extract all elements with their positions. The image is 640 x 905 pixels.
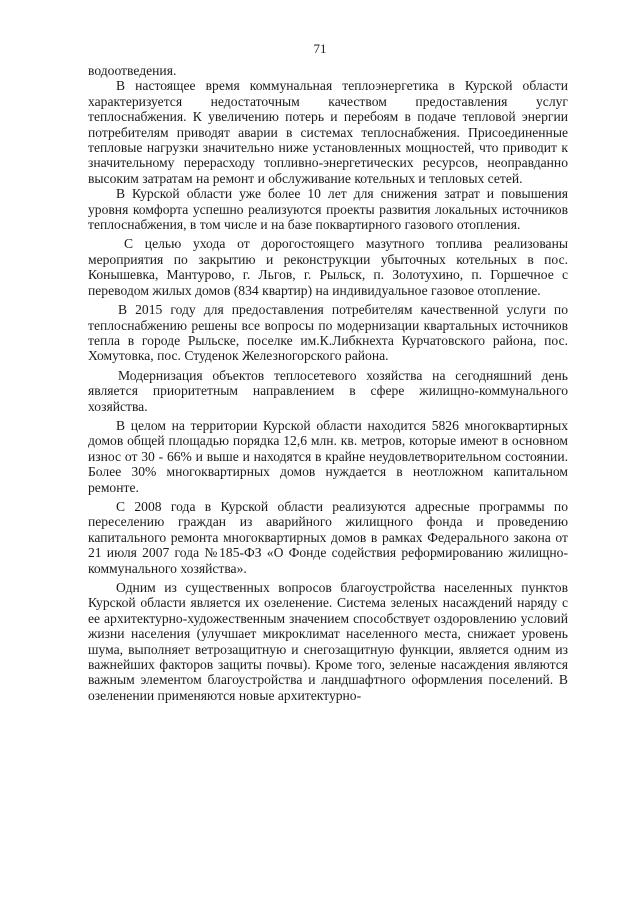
paragraph-3: В Курской области уже более 10 лет для снижения затрат и повышения уровня комфорта успешно реализуются проекты развития локальных источников теплоснабжения, в том числе и на базе поквартирного газового отопления. (88, 186, 568, 233)
paragraph-7: В целом на территории Курской области находится 5826 многоквартирных домов общей площадью порядка 12,6 млн. кв. метров, которые имеют в основном износ от 30 - 66% и выше и находятся в крайне неудовлетворительном состоянии. Более 30% многоквартирных домов нуждается в неотложном капитальном ремонте. (88, 417, 568, 495)
paragraph-2: В настоящее время коммунальная теплоэнергетика в Курской области характеризуется недостаточным качеством предоставления услуг теплоснабжения. К увеличению потерь и перебоям в подаче тепловой энергии потребителям приводят аварии в системах теплоснабжения. Присоединенные тепловые нагрузки значительно ниже установленных мощностей, что приводит к значительному перерасходу топливно-энергетических ресурсов, неоправданно высоким затратам на ремонт и обслуживание котельных и тепловых сетей. (88, 78, 568, 186)
paragraph-8: С 2008 года в Курской области реализуются адресные программы по переселению граждан из аварийного жилищного фонда и проведению капитального ремонта многоквартирных домов в рамках Федерального закона от 21 июля 2007 года №185-ФЗ «О Фонде содействия реформированию жилищно-коммунального хозяйства». (88, 498, 568, 576)
paragraph-4: С целью ухода от дорогостоящего мазутного топлива реализованы мероприятия по закрытию и реконструкции убыточных котельных в пос. Конышевка, Мантурово, г. Льгов, г. Рыльск, п. Золотухино, п. Горшечное с переводом жилых домов (834 квартир) на индивидуальное газовое отопление. (88, 236, 568, 298)
paragraph-9: Одним из существенных вопросов благоустройства населенных пунктов Курской области является их озеленение. Система зеленых насаждений наряду с ее архитектурно-художественным значением способствует оздоровлению условий жизни населения (улучшает микроклимат населенного места, снижает уровень шума, выполняет ветрозащитную и снегозащитную функции, является одним из важнейших факторов защиты почвы). Кроме того, зеленые насаждения являются важным элементом благоустройства и ландшафтного оформления поселений. В озеленении применяются новые архитектурно- (88, 580, 568, 703)
paragraph-5: В 2015 году для предоставления потребителям качественной услуги по теплоснабжению решены все вопросы по модернизации квартальных источников тепла в городе Рыльске, поселке им.К.Либкнехта Курчатовского района, пос. Хомутовка, пос. Студенок Железногорского района. (88, 302, 568, 364)
paragraph-1: водоотведения. (88, 63, 177, 78)
paragraph-6: Модернизация объектов теплосетевого хозяйства на сегодняшний день является приоритетным направлением в сфере жилищно-коммунального хозяйства. (88, 367, 568, 414)
body-text (88, 63, 568, 703)
page-number: 71 (313, 41, 327, 56)
